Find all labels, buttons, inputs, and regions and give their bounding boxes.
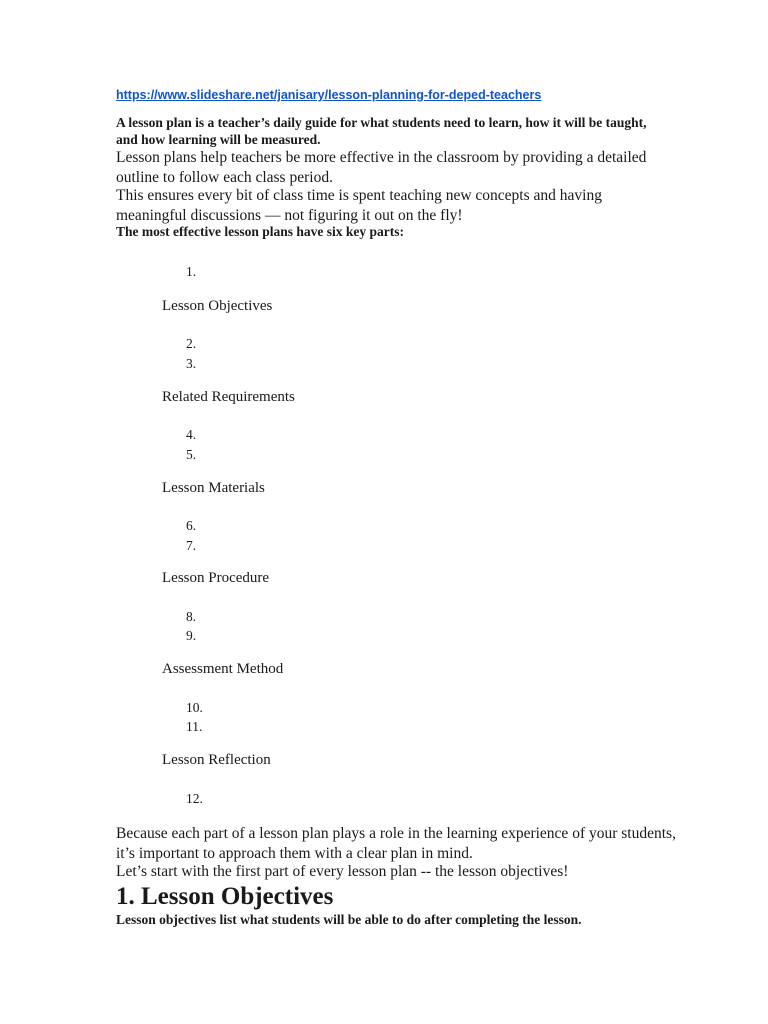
source-link[interactable]: https://www.slideshare.net/janisary/lesson-planning-for-deped-teachers: [116, 88, 542, 102]
list-number: 2.: [186, 336, 197, 351]
paragraph-class-time: This ensures every bit of class time is spent teaching new concepts and having meaningful discussions — not figuring it out on the fly!: [116, 187, 602, 224]
paragraph-effective: Lesson plans help teachers be more effective in the classroom by providing a detailed outline to follow each class period.: [116, 149, 647, 186]
list-number: 3.: [186, 356, 197, 371]
part-lesson-materials: Lesson Materials: [162, 480, 265, 496]
paragraph-lets-start: Let’s start with the first part of every lesson plan -- the lesson objectives!: [116, 863, 569, 880]
intro-definition: A lesson plan is a teacher’s daily guide for what students need to learn, how it will be taught, and how learning will be measured.: [116, 115, 647, 147]
key-parts-heading: The most effective lesson plans have six key parts:: [116, 224, 404, 239]
part-assessment-method: Assessment Method: [162, 661, 284, 677]
list-number: 10.: [186, 700, 203, 715]
section-heading: 1. Lesson Objectives: [116, 883, 334, 910]
list-number: 4.: [186, 427, 197, 442]
list-number: 8.: [186, 609, 197, 624]
part-lesson-reflection: Lesson Reflection: [162, 752, 271, 768]
list-number: 5.: [186, 447, 197, 462]
part-lesson-procedure: Lesson Procedure: [162, 570, 270, 586]
list-number: 6.: [186, 518, 197, 533]
list-number: 9.: [186, 628, 197, 643]
list-number: 7.: [186, 538, 197, 553]
paragraph-each-part: Because each part of a lesson plan plays a role in the learning experience of your students, it’s important to approach them with a clear plan in mind.: [116, 825, 676, 862]
list-number: 12.: [186, 791, 203, 806]
section-definition: Lesson objectives list what students will be able to do after completing the lesson.: [116, 912, 582, 927]
list-number: 1.: [186, 264, 197, 279]
list-number: 11.: [186, 719, 203, 734]
part-related-requirements: Related Requirements: [162, 389, 295, 405]
part-lesson-objectives: Lesson Objectives: [162, 298, 273, 314]
